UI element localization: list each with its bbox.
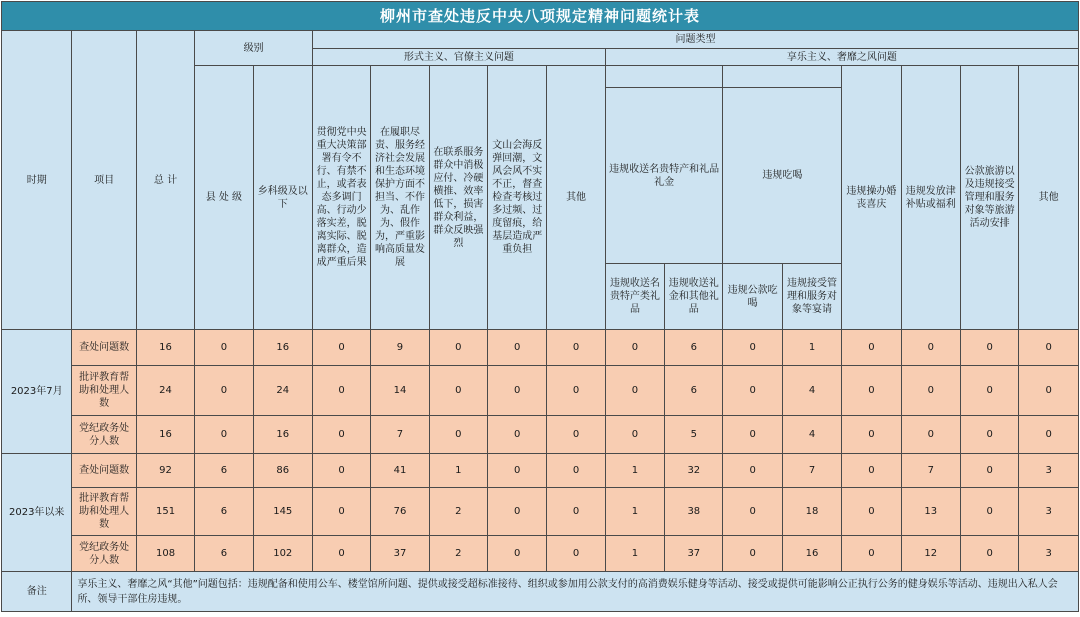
cell: 145	[253, 488, 312, 536]
cell: 0	[723, 454, 782, 488]
header-formalism-1: 贯彻党中央重大决策部署有令不行、有禁不止，或者表态多调门高、行动少落实差，脱离实际、脱离群众，造成严重后果	[312, 66, 370, 330]
cell: 16	[136, 416, 194, 454]
cell: 0	[488, 536, 547, 572]
cell: 3	[1019, 536, 1079, 572]
cell: 0	[723, 416, 782, 454]
header-eat: 违规吃喝	[723, 88, 842, 264]
header-gift-cash: 违规收送礼金和其他礼品	[665, 264, 723, 330]
cell: 0	[488, 416, 547, 454]
cell: 24	[253, 366, 312, 416]
header-township-level: 乡科级及以下	[253, 66, 312, 330]
header-hedonism-allowance: 违规发放津补贴或福利	[901, 66, 960, 330]
cell: 0	[195, 330, 253, 366]
cell: 0	[488, 454, 547, 488]
cell: 0	[842, 330, 901, 366]
cell: 0	[605, 366, 664, 416]
cell: 0	[547, 330, 605, 366]
cell: 41	[371, 454, 429, 488]
cell: 0	[312, 454, 370, 488]
cell: 0	[960, 488, 1018, 536]
header-formalism-3: 在联系服务群众中消极应付、冷硬横推、效率低下，损害群众利益，群众反映强烈	[429, 66, 487, 330]
cell: 0	[488, 488, 547, 536]
cell: 16	[253, 330, 312, 366]
cell: 16	[253, 416, 312, 454]
cell: 0	[960, 536, 1018, 572]
header-hedonism: 享乐主义、奢靡之风问题	[605, 49, 1078, 66]
table-row	[2, 488, 1079, 536]
cell: 2	[429, 488, 487, 536]
cell: 0	[723, 488, 782, 536]
cell: 37	[665, 536, 723, 572]
cell: 0	[547, 536, 605, 572]
cell: 0	[547, 416, 605, 454]
cell: 0	[547, 488, 605, 536]
cell: 0	[901, 330, 960, 366]
cell: 0	[195, 366, 253, 416]
cell: 0	[1019, 416, 1079, 454]
cell: 0	[842, 366, 901, 416]
header-county-level: 县 处 级	[195, 66, 253, 330]
cell: 0	[1019, 330, 1079, 366]
cell: 3	[1019, 454, 1079, 488]
cell: 92	[136, 454, 194, 488]
cell: 13	[901, 488, 960, 536]
table-row	[2, 454, 1079, 488]
cell: 12	[901, 536, 960, 572]
cell: 0	[429, 366, 487, 416]
cell: 1	[605, 454, 664, 488]
cell: 0	[960, 330, 1018, 366]
header-hedonism-other: 其他	[1019, 66, 1079, 330]
header-formalism-other: 其他	[547, 66, 605, 330]
cell: 37	[371, 536, 429, 572]
cell: 3	[1019, 488, 1079, 536]
cell: 0	[842, 454, 901, 488]
cell: 0	[723, 366, 782, 416]
cell: 6	[665, 330, 723, 366]
cell: 0	[842, 488, 901, 536]
cell: 0	[312, 366, 370, 416]
header-gift-specialty: 违规收送名贵特产类礼品	[605, 264, 664, 330]
cell: 1	[605, 536, 664, 572]
cell: 5	[665, 416, 723, 454]
header-hedonism-wedding: 违规操办婚丧喜庆	[842, 66, 901, 330]
cell: 108	[136, 536, 194, 572]
period-label: 2023年7月	[2, 330, 72, 454]
cell: 0	[1019, 366, 1079, 416]
cell: 0	[488, 366, 547, 416]
period-label: 2023年以来	[2, 454, 72, 572]
cell: 0	[901, 366, 960, 416]
header-eat-public: 违规公款吃喝	[723, 264, 782, 330]
header-hedonism-travel: 公款旅游以及违规接受管理和服务对象等旅游活动安排	[960, 66, 1018, 330]
cell: 0	[901, 416, 960, 454]
cell: 0	[960, 366, 1018, 416]
cell: 1	[782, 330, 841, 366]
cell: 7	[371, 416, 429, 454]
cell: 0	[723, 330, 782, 366]
cell: 4	[782, 366, 841, 416]
cell: 7	[901, 454, 960, 488]
note-label: 备注	[2, 572, 72, 612]
cell: 6	[195, 454, 253, 488]
header-gift: 违规收送名贵特产和礼品礼金	[605, 88, 723, 264]
cell: 38	[665, 488, 723, 536]
header-eat-spacer	[723, 66, 842, 88]
cell: 0	[842, 536, 901, 572]
header-total: 总 计	[136, 31, 194, 330]
cell: 1	[605, 488, 664, 536]
header-period: 时期	[2, 31, 72, 330]
cell: 16	[782, 536, 841, 572]
cell: 0	[605, 416, 664, 454]
table-title: 柳州市查处违反中央八项规定精神问题统计表	[2, 2, 1079, 31]
cell: 0	[960, 416, 1018, 454]
cell: 102	[253, 536, 312, 572]
cell: 2	[429, 536, 487, 572]
row-item-label: 查处问题数	[72, 454, 136, 488]
cell: 0	[312, 330, 370, 366]
cell: 0	[960, 454, 1018, 488]
cell: 0	[605, 330, 664, 366]
cell: 0	[429, 416, 487, 454]
header-gift-spacer	[605, 66, 723, 88]
cell: 76	[371, 488, 429, 536]
row-item-label: 批评教育帮助和处理人数	[72, 488, 136, 536]
cell: 0	[429, 330, 487, 366]
header-eat-banquet: 违规接受管理和服务对象等宴请	[782, 264, 841, 330]
stats-table	[1, 1, 1079, 612]
cell: 9	[371, 330, 429, 366]
cell: 16	[136, 330, 194, 366]
cell: 0	[312, 536, 370, 572]
header-formalism-4: 文山会海反弹回潮，文风会风不实不正，督查检查考核过多过频、过度留痕，给基层造成严重负担	[488, 66, 547, 330]
row-item-label: 党纪政务处分人数	[72, 416, 136, 454]
row-item-label: 批评教育帮助和处理人数	[72, 366, 136, 416]
cell: 6	[195, 488, 253, 536]
cell: 0	[547, 366, 605, 416]
table-row	[2, 366, 1079, 416]
cell: 1	[429, 454, 487, 488]
header-item: 项目	[72, 31, 136, 330]
cell: 0	[195, 416, 253, 454]
note-text: 享乐主义、奢靡之风“其他”问题包括：违规配备和使用公车、楼堂馆所问题、提供或接受超标准接待、组织或参加用公款支付的高消费娱乐健身等活动、接受或提供可能影响公正执行公务的健身娱乐等活动、违规出入私人会所、领导干部住房违规。	[72, 572, 1079, 612]
header-problem-type: 问题类型	[312, 31, 1078, 49]
cell: 0	[312, 416, 370, 454]
cell: 6	[665, 366, 723, 416]
cell: 0	[547, 454, 605, 488]
header-level: 级别	[195, 31, 313, 66]
cell: 18	[782, 488, 841, 536]
cell: 4	[782, 416, 841, 454]
cell: 7	[782, 454, 841, 488]
cell: 0	[312, 488, 370, 536]
row-item-label: 查处问题数	[72, 330, 136, 366]
cell: 0	[842, 416, 901, 454]
table-row	[2, 416, 1079, 454]
header-formalism: 形式主义、官僚主义问题	[312, 49, 605, 66]
cell: 151	[136, 488, 194, 536]
cell: 24	[136, 366, 194, 416]
cell: 0	[488, 330, 547, 366]
cell: 6	[195, 536, 253, 572]
cell: 0	[723, 536, 782, 572]
cell: 86	[253, 454, 312, 488]
table-row	[2, 330, 1079, 366]
cell: 32	[665, 454, 723, 488]
table-row	[2, 536, 1079, 572]
row-item-label: 党纪政务处分人数	[72, 536, 136, 572]
header-formalism-2: 在履职尽责、服务经济社会发展和生态环境保护方面不担当、不作为、乱作为、假作为，严重影响高质量发展	[371, 66, 429, 330]
cell: 14	[371, 366, 429, 416]
